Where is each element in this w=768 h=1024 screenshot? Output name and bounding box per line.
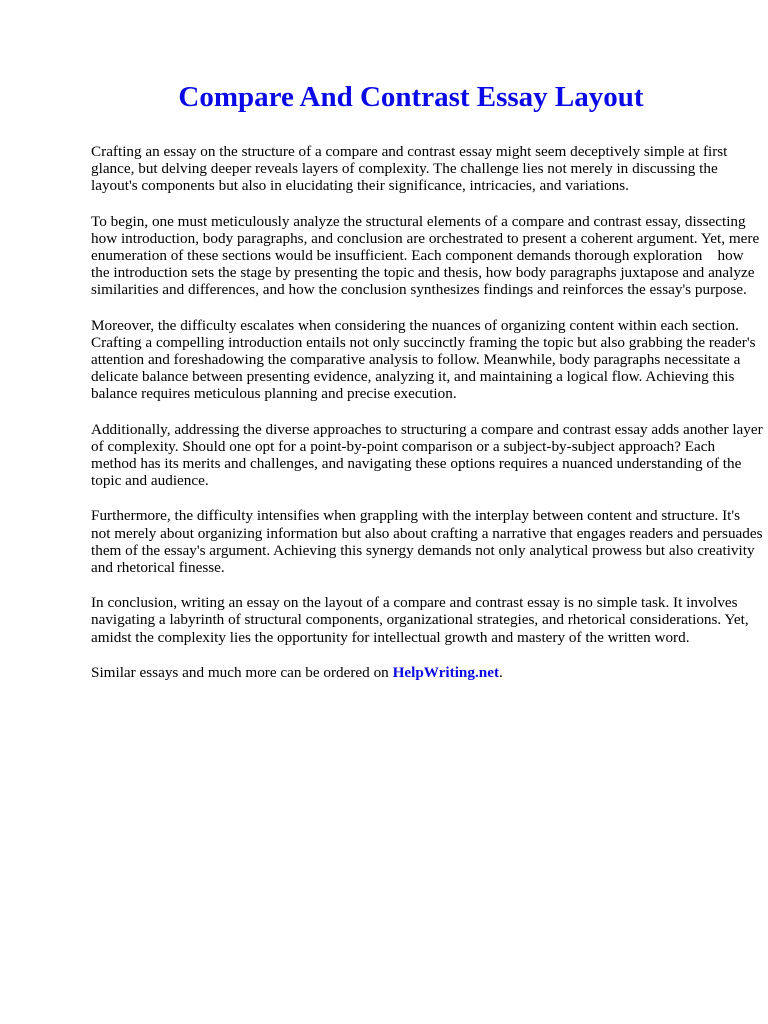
- paragraph-3: Moreover, the difficulty escalates when considering the nuances of organizing content within each section. Crafting a compelling introduction entails not only succinctly framing the topic but also grabbing the reader's attention and foreshadowing the comparative analysis to follow. Meanwhile, body paragraphs necessitate a delicate balance between presenting evidence, analyzing it, and maintaining a logical flow. Achieving this balance requires meticulous planning and precise execution.: [91, 316, 756, 403]
- helpwriting-link[interactable]: HelpWriting.net: [392, 663, 500, 681]
- paragraph-5: Furthermore, the difficulty intensifies when grappling with the interplay between content and structure. It's not merely about organizing information but also about crafting a narrative that engages readers and persuades them of the essay's argument. Achieving this synergy demands not only analytical prowess but also creativity and rhetorical finesse.: [91, 507, 763, 577]
- document-page: [91, 80, 763, 681]
- paragraph-4: Additionally, addressing the diverse approaches to structuring a compare and contrast essay adds another layer of complexity. Should one opt for a point-by-point comparison or a subject-by-subject approach? Each method has its merits and challenges, and navigating these options requires a nuanced understanding of the topic and audience.: [91, 420, 763, 490]
- paragraph-1: Crafting an essay on the structure of a compare and contrast essay might seem deceptively simple at first glance, but delving deeper reveals layers of complexity. The challenge lies not merely in discussing the layout's components but also in elucidating their significance, intricacies, and variations.: [91, 143, 728, 195]
- closing-line: [91, 664, 763, 681]
- closing-suffix: .: [499, 663, 503, 681]
- closing-text: Similar essays and much more can be ordered on: [91, 663, 393, 681]
- paragraph-6: In conclusion, writing an essay on the layout of a compare and contrast essay is no simple task. It involves navigating a labyrinth of structural components, organizational strategies, and rhetorical considerations. Yet, amidst the complexity lies the opportunity for intellectual growth and mastery of the written word.: [91, 594, 749, 646]
- paragraph-2: To begin, one must meticulously analyze the structural elements of a compare and contrast essay, dissecting how introduction, body paragraphs, and conclusion are orchestrated to present a coherent argument. Yet, mere enumeration of these sections would be insufficient. Each component demands thorough exploration how the introduction sets the stage by presenting the topic and thesis, how body paragraphs juxtapose and analyze similarities and differences, and how the conclusion synthesizes findings and reinforces the essay's purpose.: [91, 212, 763, 299]
- page-title: Compare And Contrast Essay Layout: [178, 81, 644, 113]
